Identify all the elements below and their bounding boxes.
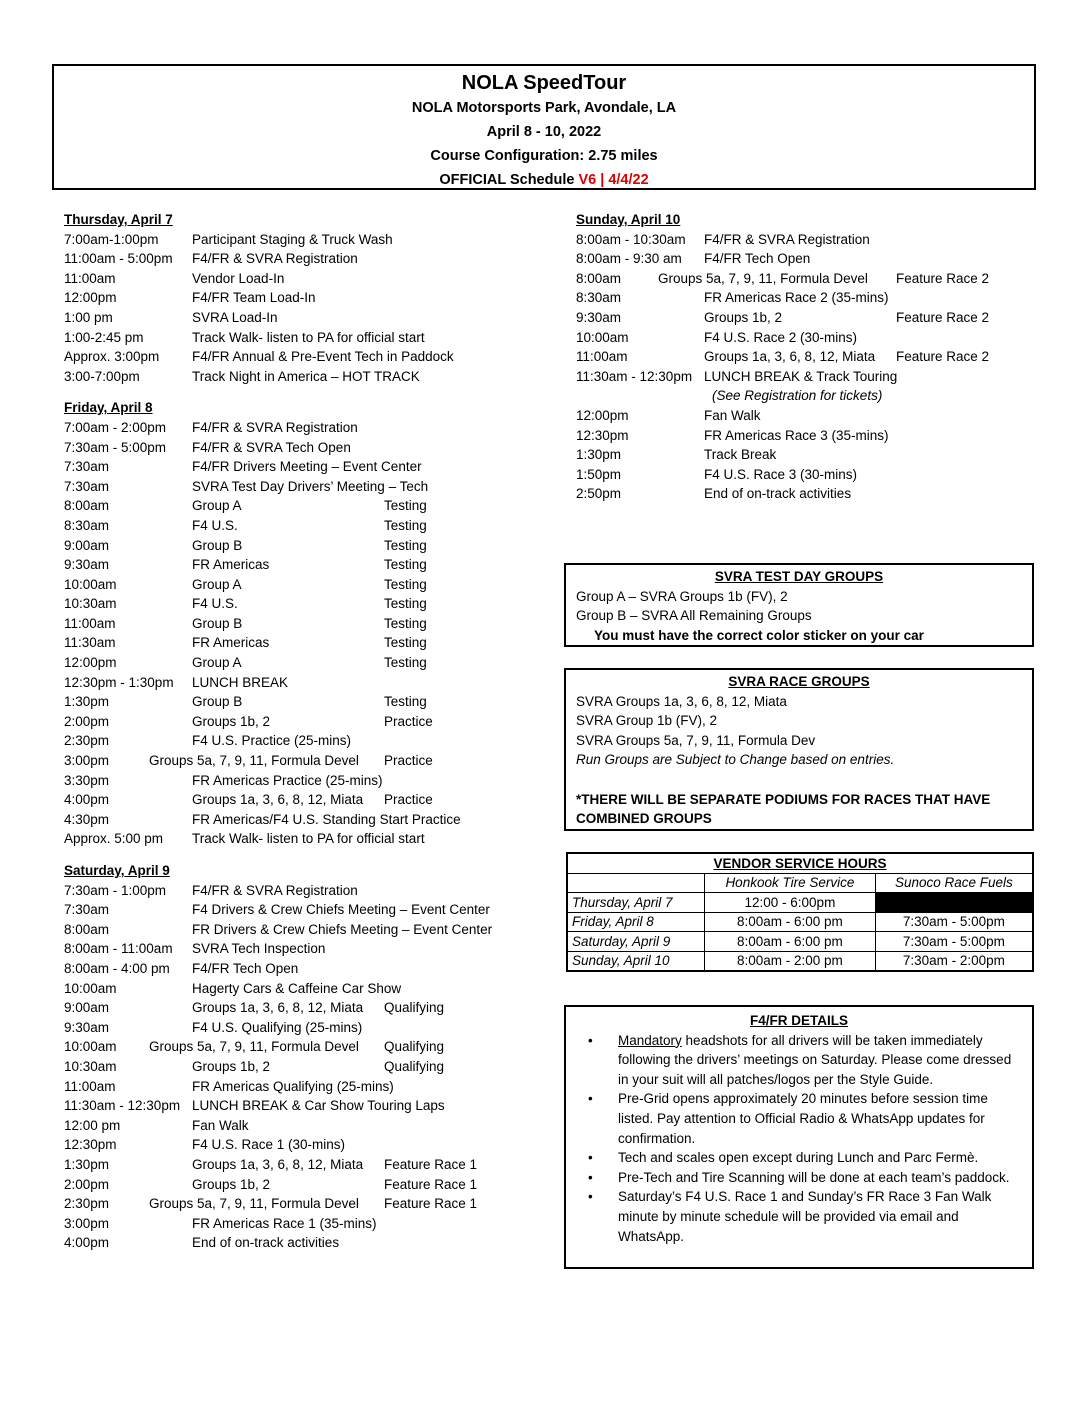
schedule-row <box>64 1214 544 1234</box>
time: 1:00 pm <box>64 309 113 325</box>
schedule-row <box>64 367 544 387</box>
activity: Groups 1b, 2 <box>192 1058 271 1074</box>
schedule-row <box>64 269 544 289</box>
session-type: Practice <box>384 713 433 729</box>
schedule-row <box>64 751 544 771</box>
detail-bullet: • Saturday’s F4 U.S. Race 1 and Sunday’s FR Race 3 Fan Walk minute by minute schedule will be provided via email and WhatsApp. <box>588 1189 992 1244</box>
schedule-row <box>576 386 1036 406</box>
activity: F4 U.S. <box>192 517 238 533</box>
session-type: Testing <box>384 655 427 671</box>
time: 10:30am <box>64 596 117 612</box>
day-heading: Thursday, April 7 <box>64 212 173 227</box>
schedule-row <box>64 594 544 614</box>
schedule-row <box>576 328 1036 348</box>
session-type: Feature Race 1 <box>384 1156 478 1172</box>
schedule-row <box>64 555 544 575</box>
time: 9:30am <box>64 557 110 573</box>
activity: LUNCH BREAK & Car Show Touring Laps <box>192 1098 445 1114</box>
activity: F4/FR Drivers Meeting – Event Center <box>192 459 422 475</box>
activity: F4/FR & SVRA Registration <box>192 882 358 898</box>
time: 11:30am - 12:30pm <box>576 368 693 384</box>
session-type: Testing <box>384 576 427 592</box>
time: 10:00am <box>64 576 117 592</box>
time: 8:00am - 10:30am <box>576 231 686 247</box>
activity: Groups 5a, 7, 9, 11, Formula Devel <box>658 270 868 286</box>
activity: Track Night in America – HOT TRACK <box>192 368 420 384</box>
schedule-row <box>64 881 544 901</box>
session-type: Practice <box>384 753 433 769</box>
time: 12:30pm <box>64 1137 117 1153</box>
session-type: Feature Race 2 <box>896 309 990 325</box>
schedule-row <box>64 438 544 458</box>
activity: LUNCH BREAK <box>192 674 289 690</box>
schedule-row <box>576 230 1036 250</box>
f4-fr-details-box <box>564 1005 1034 1269</box>
time: 12:00pm <box>64 290 117 306</box>
podium-note: *THERE WILL BE SEPARATE PODIUMS FOR RACES THAT HAVE <box>576 791 991 807</box>
left-schedule-column <box>64 210 544 1253</box>
version-tag: V6 | 4/4/22 <box>578 172 649 188</box>
activity: Groups 1b, 2 <box>704 309 783 325</box>
table-row: Saturday, April 9 8:00am - 6:00 pm 7:30am - 5:00pm <box>567 932 1033 952</box>
activity: End of on-track activities <box>192 1235 340 1251</box>
day-heading: Saturday, April 9 <box>64 863 170 878</box>
activity: F4/FR & SVRA Registration <box>192 251 358 267</box>
box-line: SVRA Groups 5a, 7, 9, 11, Formula Dev <box>576 732 816 748</box>
time: 3:00-7:00pm <box>64 368 140 384</box>
session-type: Testing <box>384 517 427 533</box>
activity: FR Americas Qualifying (25-mins) <box>192 1078 394 1094</box>
schedule-row <box>64 516 544 536</box>
schedule-row <box>576 249 1036 269</box>
time: 8:00am - 9:30 am <box>576 251 682 267</box>
schedule-row <box>64 308 544 328</box>
activity: Track Break <box>704 447 777 463</box>
activity: F4/FR & SVRA Tech Open <box>192 439 351 455</box>
activity: F4 U.S. Race 2 (30-mins) <box>704 329 858 345</box>
time: 12:30pm <box>576 427 629 443</box>
podium-note: COMBINED GROUPS <box>576 811 712 827</box>
session-type: Testing <box>384 694 427 710</box>
activity: Group B <box>192 615 243 631</box>
table-row: Sunday, April 10 8:00am - 2:00 pm 7:30am - 2:00pm <box>567 951 1033 971</box>
time: 12:30pm - 1:30pm <box>64 674 174 690</box>
time: 1:30pm <box>64 694 110 710</box>
schedule-row <box>64 249 544 269</box>
time: 7:30am <box>64 902 110 918</box>
time: 8:00am <box>576 270 622 286</box>
schedule-row <box>64 536 544 556</box>
time: 3:00pm <box>64 753 110 769</box>
time: 10:30am <box>64 1058 117 1074</box>
schedule-row <box>576 347 1036 367</box>
activity: Group B <box>192 694 243 710</box>
schedule-row <box>64 673 544 693</box>
column-header: Sunoco Race Fuels <box>875 873 1033 893</box>
session-type: Testing <box>384 557 427 573</box>
detail-bullet: • Pre-Tech and Tire Scanning will be done at each team’s paddock. <box>588 1169 1010 1185</box>
schedule-row <box>64 712 544 732</box>
schedule-row <box>64 1194 544 1214</box>
schedule-row <box>64 1116 544 1136</box>
box-line: SVRA Group 1b (FV), 2 <box>576 713 718 729</box>
schedule-row <box>64 328 544 348</box>
activity: Groups 1a, 3, 6, 8, 12, Miata <box>704 349 876 365</box>
schedule-row <box>576 367 1036 387</box>
schedule-row <box>64 457 544 477</box>
box-title: F4/FR DETAILS <box>749 1013 848 1028</box>
schedule-row <box>64 810 544 830</box>
session-type: Feature Race 2 <box>896 270 990 286</box>
venue: NOLA Motorsports Park, Avondale, LA <box>411 100 677 116</box>
time: 2:50pm <box>576 486 622 502</box>
box-line: SVRA Groups 1a, 3, 6, 8, 12, Miata <box>576 693 787 709</box>
session-type: Testing <box>384 596 427 612</box>
activity: F4/FR & SVRA Registration <box>704 231 870 247</box>
activity: Groups 5a, 7, 9, 11, Formula Devel <box>149 753 359 769</box>
time: 9:00am <box>64 537 110 553</box>
schedule-row <box>64 633 544 653</box>
box-line: Group A – SVRA Groups 1b (FV), 2 <box>576 588 788 604</box>
session-type: Qualifying <box>384 1039 445 1055</box>
activity: Vendor Load-In <box>192 270 285 286</box>
time: 4:00pm <box>64 792 110 808</box>
day-heading: Sunday, April 10 <box>576 212 681 227</box>
time: 10:00am <box>576 329 629 345</box>
time: 2:00pm <box>64 1176 110 1192</box>
activity: FR Americas <box>192 635 270 651</box>
activity: Groups 5a, 7, 9, 11, Formula Devel <box>149 1039 359 1055</box>
schedule-row <box>64 1175 544 1195</box>
table-row: Thursday, April 7 12:00 - 6:00pm <box>567 893 1033 913</box>
activity: Group A <box>192 655 242 671</box>
time: 1:50pm <box>576 466 622 482</box>
schedule-row <box>576 406 1036 426</box>
time: 8:00am <box>64 921 110 937</box>
time: 9:00am <box>64 1000 110 1016</box>
schedule-row <box>576 269 1036 289</box>
activity: LUNCH BREAK & Track Touring <box>704 368 898 384</box>
schedule-row <box>64 900 544 920</box>
activity: F4 Drivers & Crew Chiefs Meeting – Event Center <box>192 902 490 918</box>
schedule-row <box>64 288 544 308</box>
schedule-header <box>52 64 1036 190</box>
schedule-row <box>64 418 544 438</box>
schedule-row <box>64 230 544 250</box>
schedule-row <box>64 653 544 673</box>
time: 7:00am-1:00pm <box>64 231 159 247</box>
time: 7:30am <box>64 459 110 475</box>
activity: Groups 1a, 3, 6, 8, 12, Miata <box>192 1000 364 1016</box>
time: 11:00am <box>64 1078 116 1094</box>
time: 10:00am <box>64 1039 117 1055</box>
schedule-row <box>64 829 544 849</box>
schedule-row <box>64 959 544 979</box>
schedule-row <box>64 496 544 516</box>
time: 7:30am - 5:00pm <box>64 439 167 455</box>
detail-bullet: • Pre-Grid opens approximately 20 minutes before session time listed. Pay attention to Official Radio & WhatsApp updates for confirmation. <box>588 1091 988 1146</box>
activity: SVRA Load-In <box>192 309 278 325</box>
activity: FR Americas Race 2 (35-mins) <box>704 290 889 306</box>
time: 8:00am - 4:00 pm <box>64 960 170 976</box>
schedule-row <box>64 920 544 940</box>
time: 10:00am <box>64 980 117 996</box>
activity: End of on-track activities <box>704 486 852 502</box>
time: 11:30am <box>64 635 116 651</box>
svra-test-day-groups-box <box>564 563 1034 647</box>
table-row: Friday, April 8 8:00am - 6:00 pm 7:30am - 5:00pm <box>567 912 1033 932</box>
time: Approx. 3:00pm <box>64 349 160 365</box>
time: 7:30am <box>64 478 110 494</box>
time: 2:00pm <box>64 713 110 729</box>
time: 11:00am <box>576 349 628 365</box>
activity: Hagerty Cars & Caffeine Car Show <box>192 980 402 996</box>
schedule-row <box>64 477 544 497</box>
activity: (See Registration for tickets) <box>712 388 883 404</box>
session-type: Qualifying <box>384 1000 445 1016</box>
activity: F4/FR Tech Open <box>192 960 299 976</box>
activity: Groups 1a, 3, 6, 8, 12, Miata <box>192 1156 364 1172</box>
time: 9:30am <box>64 1019 110 1035</box>
schedule-row <box>64 347 544 367</box>
time: 3:00pm <box>64 1215 110 1231</box>
schedule-row <box>576 484 1036 504</box>
time: Approx. 5:00 pm <box>64 831 164 847</box>
session-type: Feature Race 1 <box>384 1176 478 1192</box>
schedule-version-line: OFFICIAL Schedule V6 | 4/4/22 <box>439 172 649 188</box>
schedule-row <box>64 979 544 999</box>
sunday-schedule-column <box>576 210 1036 504</box>
time: 12:00 pm <box>64 1117 121 1133</box>
schedule-row <box>576 426 1036 446</box>
box-title: SVRA TEST DAY GROUPS <box>714 569 884 584</box>
time: 1:30pm <box>576 447 622 463</box>
activity: F4/FR Team Load-In <box>192 290 316 306</box>
time: 12:00pm <box>64 655 117 671</box>
time: 8:30am <box>64 517 110 533</box>
session-type: Qualifying <box>384 1058 445 1074</box>
time: 2:30pm <box>64 1196 110 1212</box>
schedule-row <box>64 939 544 959</box>
activity: F4 U.S. Qualifying (25-mins) <box>192 1019 363 1035</box>
activity: SVRA Tech Inspection <box>192 941 326 957</box>
blacked-out-cell <box>875 893 1033 913</box>
table-title: VENDOR SERVICE HOURS <box>567 853 1033 873</box>
activity: Groups 1b, 2 <box>192 1176 271 1192</box>
activity: Groups 5a, 7, 9, 11, Formula Devel <box>149 1196 359 1212</box>
schedule-row <box>64 614 544 634</box>
detail-bullet: • Mandatory headshots for all drivers will be taken immediately following the drivers’ meetings on Saturday. Please come dressed in your suit will all patches/logos per the Style Guide. <box>588 1032 1012 1087</box>
time: 7:30am - 1:00pm <box>64 882 167 898</box>
time: 2:30pm <box>64 733 110 749</box>
activity: F4/FR Tech Open <box>704 251 811 267</box>
session-type: Testing <box>384 537 427 553</box>
activity: F4 U.S. Practice (25-mins) <box>192 733 352 749</box>
day-heading: Friday, April 8 <box>64 400 153 416</box>
time: 8:00am <box>64 498 110 514</box>
activity: FR Americas Practice (25-mins) <box>192 772 383 788</box>
activity: FR Americas/F4 U.S. Standing Start Practice <box>192 811 461 827</box>
time: 12:00pm <box>576 407 629 423</box>
schedule-row <box>576 465 1036 485</box>
schedule-row <box>64 1233 544 1253</box>
activity: Group A <box>192 498 242 514</box>
schedule-row <box>64 771 544 791</box>
schedule-row <box>64 692 544 712</box>
schedule-row <box>64 731 544 751</box>
activity: F4/FR & SVRA Registration <box>192 419 358 435</box>
session-type: Feature Race 2 <box>896 349 990 365</box>
schedule-row <box>64 1096 544 1116</box>
course-configuration: Course Configuration: 2.75 miles <box>430 148 658 164</box>
activity: Track Walk- listen to PA for official start <box>192 329 425 345</box>
activity: FR Drivers & Crew Chiefs Meeting – Event Center <box>192 921 493 937</box>
event-title: NOLA SpeedTour <box>461 72 627 94</box>
schedule-row <box>64 1037 544 1057</box>
box-title: SVRA RACE GROUPS <box>728 674 870 689</box>
activity: Track Walk- listen to PA for official start <box>192 831 425 847</box>
schedule-row <box>64 1057 544 1077</box>
activity: F4 U.S. Race 3 (30-mins) <box>704 466 858 482</box>
column-header: Honkook Tire Service <box>705 873 876 893</box>
schedule-row <box>576 308 1036 328</box>
session-type: Testing <box>384 615 427 631</box>
activity: Fan Walk <box>192 1117 249 1133</box>
schedule-row <box>576 445 1036 465</box>
activity: Group B <box>192 537 243 553</box>
schedule-row <box>64 1018 544 1038</box>
schedule-row <box>64 1135 544 1155</box>
activity: SVRA Test Day Drivers’ Meeting – Tech <box>192 478 429 494</box>
activity: Participant Staging & Truck Wash <box>192 231 393 247</box>
detail-bullet: • Tech and scales open except during Lunch and Parc Fermè. <box>588 1150 979 1166</box>
time: 11:00am <box>64 615 116 631</box>
session-type: Testing <box>384 635 427 651</box>
activity: Groups 1a, 3, 6, 8, 12, Miata <box>192 792 364 808</box>
schedule-row <box>64 575 544 595</box>
svra-race-groups-box <box>564 668 1034 831</box>
box-line: Group B – SVRA All Remaining Groups <box>576 608 812 624</box>
schedule-row <box>64 1077 544 1097</box>
activity: Groups 1b, 2 <box>192 713 271 729</box>
box-line: You must have the correct color sticker on your car <box>594 627 924 643</box>
time: 11:30am - 12:30pm <box>64 1098 181 1114</box>
time: 1:00-2:45 pm <box>64 329 144 345</box>
schedule-row <box>64 790 544 810</box>
session-type: Feature Race 1 <box>384 1196 478 1212</box>
time: 7:00am - 2:00pm <box>64 419 167 435</box>
time: 9:30am <box>576 309 622 325</box>
activity: F4 U.S. <box>192 596 238 612</box>
activity: Group A <box>192 576 242 592</box>
activity: F4 U.S. Race 1 (30-mins) <box>192 1137 346 1153</box>
schedule-row <box>576 288 1036 308</box>
event-dates: April 8 - 10, 2022 <box>486 124 602 140</box>
activity: FR Americas Race 3 (35-mins) <box>704 427 889 443</box>
activity: Fan Walk <box>704 407 761 423</box>
schedule-row <box>64 1155 544 1175</box>
session-type: Practice <box>384 792 433 808</box>
time: 4:00pm <box>64 1235 110 1251</box>
time: 8:30am <box>576 290 622 306</box>
session-type: Testing <box>384 498 427 514</box>
time: 11:00am <box>64 270 116 286</box>
schedule-row <box>64 998 544 1018</box>
box-note: Run Groups are Subject to Change based on entries. <box>576 752 895 768</box>
time: 3:30pm <box>64 772 110 788</box>
activity: FR Americas Race 1 (35-mins) <box>192 1215 377 1231</box>
activity: FR Americas <box>192 557 270 573</box>
time: 4:30pm <box>64 811 110 827</box>
time: 11:00am - 5:00pm <box>64 251 173 267</box>
time: 8:00am - 11:00am <box>64 941 173 957</box>
activity: F4/FR Annual & Pre-Event Tech in Paddock <box>192 349 454 365</box>
vendor-service-hours-table <box>566 852 1034 972</box>
time: 1:30pm <box>64 1156 110 1172</box>
